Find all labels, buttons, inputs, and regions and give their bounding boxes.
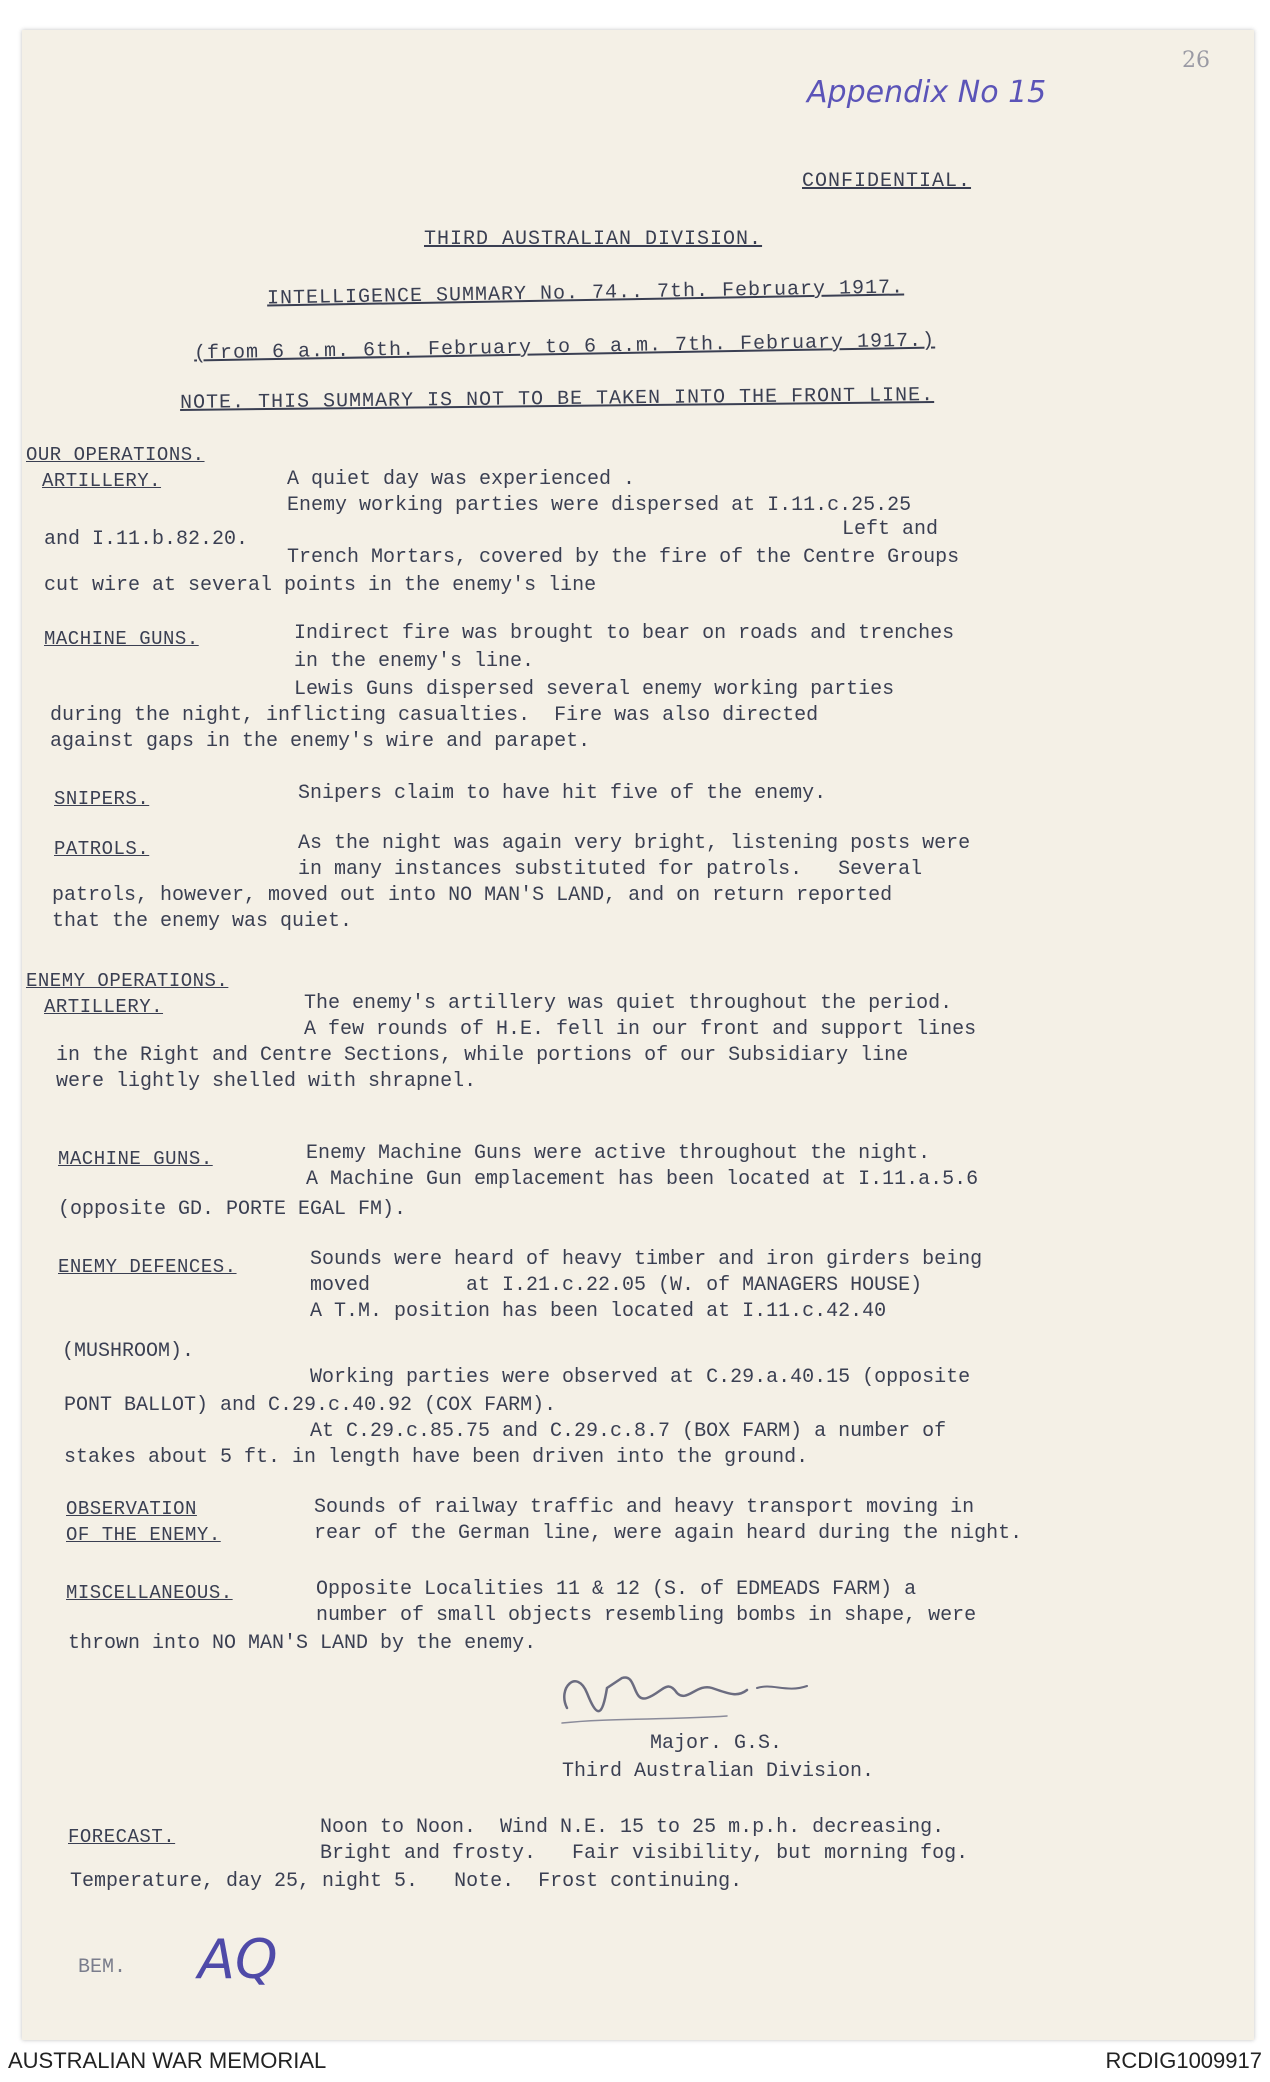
- misc-line-2: number of small objects resembling bombs in shape, were: [316, 1604, 977, 1627]
- forecast-line-3: Temperature, day 25, night 5. Note. Frost continuing.: [70, 1870, 743, 1893]
- signature-scribble: [547, 1648, 847, 1738]
- forecast-line-1: Noon to Noon. Wind N.E. 15 to 25 m.p.h. decreasing.: [320, 1816, 945, 1839]
- defences-line-1: Sounds were heard of heavy timber and iron girders being: [310, 1248, 983, 1271]
- distribution-initials: BEM.: [78, 1956, 127, 1979]
- observation-line-2: rear of the German line, were again heard during the night.: [314, 1522, 1023, 1545]
- artillery-line-4: Trench Mortars, covered by the fire of the Centre Groups: [287, 546, 960, 569]
- artillery-insert: Left and: [842, 518, 939, 541]
- signature-rank: Major. G.S.: [650, 1732, 783, 1755]
- defences-line-4: (MUSHROOM).: [62, 1340, 195, 1363]
- confidential-stamp: CONFIDENTIAL.: [802, 170, 972, 193]
- artillery-line-1: A quiet day was experienced .: [287, 468, 636, 491]
- enemy-mg-line-3: (opposite GD. PORTE EGAL FM).: [58, 1198, 407, 1221]
- folio-number: 26: [1182, 48, 1210, 73]
- defences-line-3: A T.M. position has been located at I.11.c.42.40: [310, 1300, 887, 1323]
- misc-line-1: Opposite Localities 11 & 12 (S. of EDMEADS FARM) a: [316, 1578, 917, 1601]
- period-heading: (from 6 a.m. 6th. February to 6 a.m. 7th. February 1917.): [193, 329, 936, 366]
- document-page: [22, 30, 1254, 2040]
- enemy-artillery-line-1: The enemy's artillery was quiet throughout the period.: [304, 992, 953, 1015]
- enemy-artillery-line-4: were lightly shelled with shrapnel.: [56, 1070, 477, 1093]
- artillery-line-2: Enemy working parties were dispersed at I.11.c.25.25: [287, 494, 912, 517]
- enemy-artillery-label: ARTILLERY.: [44, 996, 164, 1018]
- enemy-operations-heading: ENEMY OPERATIONS.: [26, 970, 229, 992]
- snipers-line-1: Snipers claim to have hit five of the enemy.: [298, 782, 827, 805]
- enemy-artillery-line-2: A few rounds of H.E. fell in our front and support lines: [304, 1018, 977, 1041]
- defences-line-6: PONT BALLOT) and C.29.c.40.92 (COX FARM).: [64, 1394, 557, 1417]
- signature-unit: Third Australian Division.: [562, 1760, 875, 1783]
- mg-line-5: against gaps in the enemy's wire and parapet.: [50, 730, 591, 753]
- mg-line-3: Lewis Guns dispersed several enemy working parties: [294, 678, 895, 701]
- footer-record-id: RCDIG1009917: [1105, 2048, 1262, 2073]
- misc-line-3: thrown into NO MAN'S LAND by the enemy.: [68, 1632, 537, 1655]
- observation-label-2: OF THE ENEMY.: [66, 1524, 221, 1546]
- patrols-label: PATROLS.: [54, 838, 150, 860]
- defences-line-2: moved at I.21.c.22.05 (W. of MANAGERS HOUSE): [310, 1274, 923, 1297]
- handwritten-initials: AQ: [198, 1928, 278, 1991]
- observation-line-1: Sounds of railway traffic and heavy transport moving in: [314, 1496, 975, 1519]
- mg-line-2: in the enemy's line.: [294, 650, 535, 673]
- footer-archive-name: AUSTRALIAN WAR MEMORIAL: [8, 2048, 327, 2073]
- patrols-line-4: that the enemy was quiet.: [52, 910, 353, 933]
- mg-line-1: Indirect fire was brought to bear on roads and trenches: [294, 622, 955, 645]
- forecast-line-2: Bright and frosty. Fair visibility, but morning fog.: [320, 1842, 969, 1865]
- patrols-line-3: patrols, however, moved out into NO MAN'S LAND, and on return reported: [52, 884, 893, 907]
- defences-line-8: stakes about 5 ft. in length have been driven into the ground.: [64, 1446, 809, 1469]
- defences-line-7: At C.29.c.85.75 and C.29.c.8.7 (BOX FARM) a number of: [310, 1420, 947, 1443]
- enemy-mg-line-2: A Machine Gun emplacement has been located at I.11.a.5.6: [306, 1168, 979, 1191]
- note-heading: NOTE. THIS SUMMARY IS NOT TO BE TAKEN INTO THE FRONT LINE.: [179, 384, 935, 415]
- mg-line-4: during the night, inflicting casualties. Fire was also directed: [50, 704, 819, 727]
- artillery-line-5: cut wire at several points in the enemy's line: [44, 574, 597, 597]
- snipers-label: SNIPERS.: [54, 788, 150, 810]
- defences-line-5: Working parties were observed at C.29.a.40.15 (opposite: [310, 1366, 971, 1389]
- artillery-line-3: and I.11.b.82.20.: [44, 528, 249, 551]
- patrols-line-1: As the night was again very bright, listening posts were: [298, 832, 971, 855]
- observation-label-1: OBSERVATION: [66, 1498, 197, 1520]
- appendix-annotation: Appendix No 15: [807, 75, 1047, 110]
- artillery-label: ARTILLERY.: [42, 470, 162, 492]
- miscellaneous-label: MISCELLANEOUS.: [66, 1582, 233, 1604]
- enemy-machine-guns-label: MACHINE GUNS.: [58, 1148, 213, 1170]
- enemy-artillery-line-3: in the Right and Centre Sections, while portions of our Subsidiary line: [56, 1044, 909, 1067]
- our-operations-heading: OUR OPERATIONS.: [26, 444, 205, 466]
- forecast-label: FORECAST.: [68, 1826, 176, 1848]
- patrols-line-2: in many instances substituted for patrols. Several: [298, 858, 923, 881]
- summary-heading: INTELLIGENCE SUMMARY No. 74.. 7th. February 1917.: [266, 276, 905, 311]
- enemy-mg-line-1: Enemy Machine Guns were active throughout the night.: [306, 1142, 931, 1165]
- machine-guns-label: MACHINE GUNS.: [44, 628, 199, 650]
- division-heading: THIRD AUSTRALIAN DIVISION.: [424, 228, 763, 251]
- enemy-defences-label: ENEMY DEFENCES.: [58, 1256, 237, 1278]
